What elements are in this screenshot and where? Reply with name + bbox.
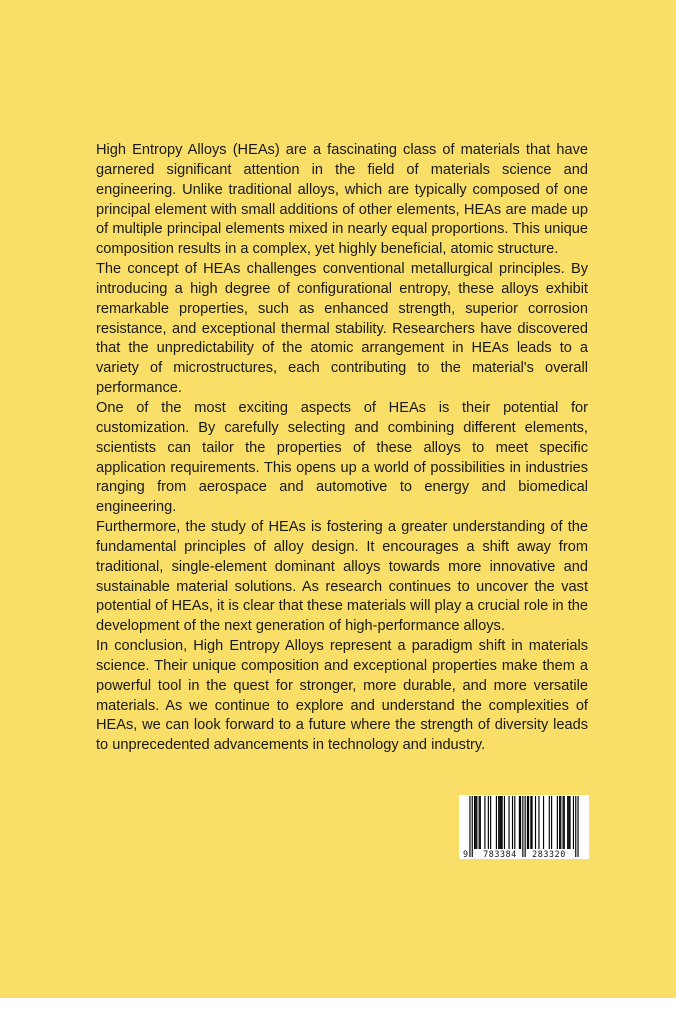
blurb-paragraph-4: Furthermore, the study of HEAs is fostering a greater understanding of the fundamental principles of alloy design. It encourages a shift away from traditional, single-element dominant alloys towards more innovative and sustainable material solutions. As research continues to uncover the vast potential of HEAs, it is clear that these materials will play a crucial role in the development of the next generation of high-performance alloys.: [96, 519, 588, 635]
barcode-bar: [475, 796, 476, 849]
barcode-bar: [508, 796, 509, 849]
blurb-text: [96, 141, 588, 756]
barcode-bar: [549, 796, 550, 849]
barcode-bar: [490, 796, 491, 849]
barcode-bar: [504, 796, 505, 849]
barcode-bar: [496, 796, 497, 849]
isbn-barcode: [459, 795, 589, 859]
barcode-bar: [474, 796, 475, 849]
barcode-bar: [476, 796, 477, 849]
barcode-bar: [563, 796, 564, 849]
blurb-paragraph-2: The concept of HEAs challenges conventional metallurgical principles. By introducing a high degree of configurational entropy, these alloys exhibit remarkable properties, such as enhanced strength, superior corrosion resistance, and exceptional thermal stability. Researchers have discovered that the unpredictability of the atomic arrangement in HEAs leads to a variety of microstructures, each contributing to the material's overall performance.: [96, 261, 588, 397]
barcode-bar: [499, 796, 500, 849]
barcode-bar: [568, 796, 569, 849]
barcode-bar: [480, 796, 481, 849]
barcode-bar: [543, 796, 544, 849]
barcode-bar: [551, 796, 552, 849]
barcode-bar: [512, 796, 513, 849]
barcode-bar: [479, 796, 480, 849]
barcode-bar: [559, 796, 560, 849]
barcode-bar: [520, 796, 521, 849]
barcode-bar: [538, 796, 539, 849]
barcode-bar: [488, 796, 489, 849]
barcode-bar: [569, 796, 570, 849]
barcode-bar: [528, 796, 529, 849]
barcode-bar: [484, 796, 485, 849]
blurb-paragraph-3: One of the most exciting aspects of HEAs is their potential for customization. By carefully selecting and combining different elements, scientists can tailor the properties of these alloys to meet specific application requirements. This opens up a world of possibilities in industries ranging from aerospace and automotive to energy and biomedical engineering.: [96, 399, 588, 516]
barcode-bar: [531, 796, 532, 849]
barcode-bar: [557, 796, 558, 849]
barcode-bar: [567, 796, 568, 849]
barcode-left-group: 783384: [478, 849, 522, 859]
barcode-digits: [459, 846, 589, 859]
barcode-bar: [573, 796, 574, 849]
barcode-bar: [502, 796, 503, 849]
barcode-bar: [530, 796, 531, 849]
barcode-bar: [519, 796, 520, 849]
barcode-bar: [500, 796, 501, 849]
barcode-bar: [535, 796, 536, 849]
blurb-paragraph-1: High Entropy Alloys (HEAs) are a fascinating class of materials that have garnered significant attention in the field of materials science and engineering. Unlike traditional alloys, which are typically composed of one principal element with small additions of other elements, HEAs are made up of multiple principal elements mixed in nearly equal proportions. This unique composition results in a complex, yet highly beneficial, atomic structure.: [96, 142, 588, 258]
barcode-bar: [564, 796, 565, 849]
barcode-bar: [498, 796, 499, 849]
barcode-bar: [527, 796, 528, 849]
barcode-bar: [560, 796, 561, 849]
barcode-first-digit: 9: [463, 849, 469, 859]
blurb-paragraph-5: In conclusion, High Entropy Alloys represent a paradigm shift in materials science. Their unique composition and exceptional properties make them a powerful tool in the quest for stronger, more durable, and more versatile materials. As we continue to explore and understand the complexities of HEAs, we can look forward to a future where the strength of diversity leads to unprecedented advancements in technology and industry.: [96, 638, 588, 754]
barcode-right-group: 283320: [527, 849, 571, 859]
page-bottom-strip: [0, 998, 676, 1020]
barcode-bar: [514, 796, 515, 849]
